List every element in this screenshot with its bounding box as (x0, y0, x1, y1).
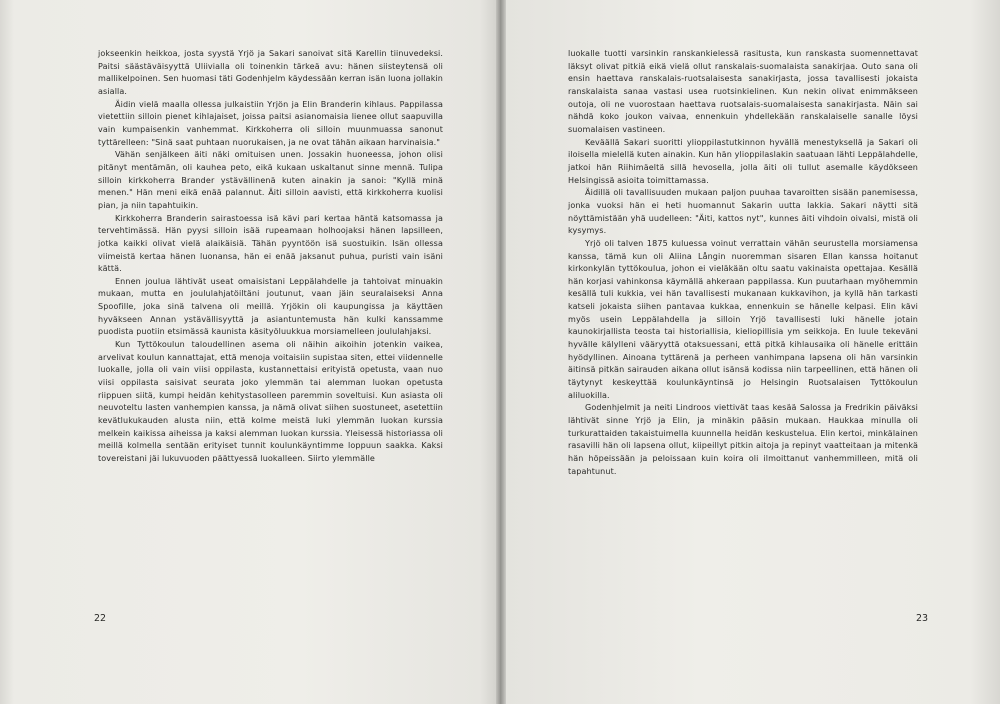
paragraph: Yrjö oli talven 1875 kuluessa voinut verrattain vähän seurustella morsiamensa kanssa, tämä kun oli Aliina Långin nuoremman sisaren Ellan kanssa hoitanut kirkonkylän tyttökoulua, johon ei vieläkään oltu saatu vakinaista opettajaa. Kesällä hän korjasi vahinkonsa käymällä ahkeraan pappilassa. Kun puutarhaan myöhemmin kesällä tuli kukkia, vei hän tavallisesti mukanaan kukkavihon, ja kyllä hän tarkasti katseli jokaista siihen pantavaa kukkaa, ennenkuin se hänelle kelpasi. Elin kävi myös usein Leppälahdella ja silloin Yrjö tavallisesti luki hänelle jotain kaunokirjallista teosta tai historiallisia, kieliopillisia ym seikkoja. En luule tekeväni hyvälle kälylleni vääryyttä otaksuessani, että pitkä kihlausaika oli hänelle erittäin hyödyllinen. Ainoana tyttärenä ja perheen vanhimpana lapsena oli hän varsinkin äitinsä pitkän sairauden aikana ollut isänsä kodissa niin tarpeellinen, että hänen oli täytynyt keskeyttää koulunkäyntinsä jo Helsingin Ruotsalaisen Tyttökoulun aliluokilla. (568, 238, 918, 400)
paragraph: Kun Tyttökoulun taloudellinen asema oli näihin aikoihin jotenkin vaikea, arvelivat koulun kannattajat, että menoja voitaisiin supistaa siten, ettei viidennelle luokalle, jolla oli vain viisi oppilasta, kustannettaisi erityistä opetusta, vaan nuo viisi oppilasta saisivat seurata joko ylemmän tai alemman luokan opetusta riippuen siitä, kumpi heidän kehitystasolleen paremmin soveltuisi. Kun asiasta oli neuvoteltu lasten vanhempien kanssa, ja nämä olivat siihen suostuneet, asetettiin kevätlukukauden alusta niin, että kolme meistä luki ylemmän luokan kurssia melkein kaikissa aiheissa ja kaksi alemman luokan kurssia. Yleisessä historiassa oli meillä kolmella sentään erityiset tunnit koulunkäyntimme loppuun saakka. Kaksi tovereistani jäi lukuvuoden päättyessä luokalleen. Siirto ylemmälle (98, 340, 443, 463)
book-gutter (496, 0, 506, 704)
left-page-text (98, 48, 443, 466)
right-page-text (568, 48, 918, 478)
paragraph: jokseenkin heikkoa, josta syystä Yrjö ja Sakari sanoivat sitä Karellin tiinuvedeksi. Paitsi säästäväisyyttä Uliivialla oli toinenkin tärkeä avu: hänen siisteytensä oli mallikelpoinen. Sen huomasi täti Godenhjelm käydessään kerran isän luona jollakin asialla. (98, 49, 443, 96)
page-number-right: 23 (916, 613, 929, 624)
paragraph: Vähän senjälkeen äiti näki omituisen unen. Jossakin huoneessa, johon olisi pitänyt mentämän, oli kauhea peto, eikä kukaan uskaltanut sinne mennä. Tulipa silloin kirkkoherra Brander ystävällinenä kuten ainakin ja sanoi: "Kyllä minä menen." Hän meni eikä enää palannut. Äiti silloin aavisti, että kirkkoherra kuolisi pian, ja niin tapahtuikin. (98, 150, 443, 210)
paragraph: Kirkkoherra Branderin sairastoessa isä kävi pari kertaa häntä katsomassa ja tervehtimässä. Hän pyysi silloin isää rupeamaan holhoojaksi hänen lapsilleen, jotka kaikki olivat vielä alaikäisiä. Tähän pyyntöön isä suostuikin. Isän ollessa viimeistä kertaa hänen luonansa, hän ei enää jaksanut puhua, puristi vain isäni kättä. (98, 213, 443, 274)
paragraph: luokalle tuotti varsinkin ranskankielessä rasitusta, kun ranskasta suomennettavat läksyt olivat pitkiä eikä vielä ollut ranskalais-suomalaista sanakirjaa. Outo sana oli ensin haettava ranskalais-ruotsalaisesta sanakirjasta, jossa tavallisesti jokaista ranskalaista sanaa vastasi usea ruotsinkielinen. Kun nekin olivat enimmäkseen outoja, oli ne vuorostaan haettava ruotsalais-suomalaisesta sanakirjasta. Näin sai nähdä koko joukon vaivaa, ennenkuin yhdellekään ranskalaiselle sanalle löysi suomalaisen vastineen. (568, 49, 918, 134)
paragraph: Godenhjelmit ja neiti Lindroos viettivät taas kesää Salossa ja Fredrikin päiväksi lähtivät sinne Yrjö ja Elin, ja minäkin pääsin mukaan. Haukkaa minulla oli turkurattaiden takaistuimella kuunnella heidän keskustelua. Elin kertoi, minkälainen rasavilli hän oli lapsena ollut, kiipeillyt pitkin aitoja ja repinyt vaatteitaan ja mitenkä hän höpeissään ja peloissaan kuin koira oli ilmoittanut vanhemmilleen, mitä oli tapahtunut. (568, 403, 918, 476)
paragraph: Keväällä Sakari suoritti ylioppilastutkinnon hyvällä menestyksellä ja Sakari oli iloisella mielellä kuten ainakin. Kun hän ylioppilaslakin saatuaan lähti Leppälahdelle, jatkoi hän Riihimäeltä sillä hevosella, jolla äiti oli tullut asemalle käydökseen Helsingissä asioita toimittamassa. (568, 137, 918, 185)
page-number-left: 22 (94, 613, 107, 624)
right-page (500, 0, 1000, 704)
paragraph: Äidillä oli tavallisuuden mukaan paljon puuhaa tavaroitten sisään panemisessa, jonka vuoksi hän ei heti huomannut Sakarin uutta lakkia. Sakari näytti sitä nöyttämistään yhä uudelleen: "Äiti, kattos nyt", kunnes äiti vihdoin oivalsi, mistä oli kysymys. (568, 188, 918, 236)
paragraph: Äidin vielä maalla ollessa julkaistiin Yrjön ja Elin Branderin kihlaus. Pappilassa vietettiin silloin pienet kihlajaiset, joissa paitsi asianomaisia lienee ollut saapuvilla vain kumpaisenkin vanhemmat. Kirkkoherra oli silloin muunmuassa sanonut tyttärelleen: "Sinä saat puhtaan nuorukaisen, ja ne ovat tähän aikaan harvinaisia." (98, 99, 443, 147)
paragraph: Ennen joulua lähtivät useat omaisistani Leppälahdelle ja tahtoivat minuakin mukaan, mutta en joululahjatöiltäni joutunut, vaan jäin seuralaiseksi Anna Spoofille, joka sinä talvena oli meillä. Yrjökin oli kaupungissa ja käyttäen hyväkseen Annan ystävällisyyttä ja asiantuntemusta hän kulki kanssamme puodista puotiin etsimässä kaunista käsityöluukkua morsiamelleen joululahjaksi. (98, 276, 443, 337)
